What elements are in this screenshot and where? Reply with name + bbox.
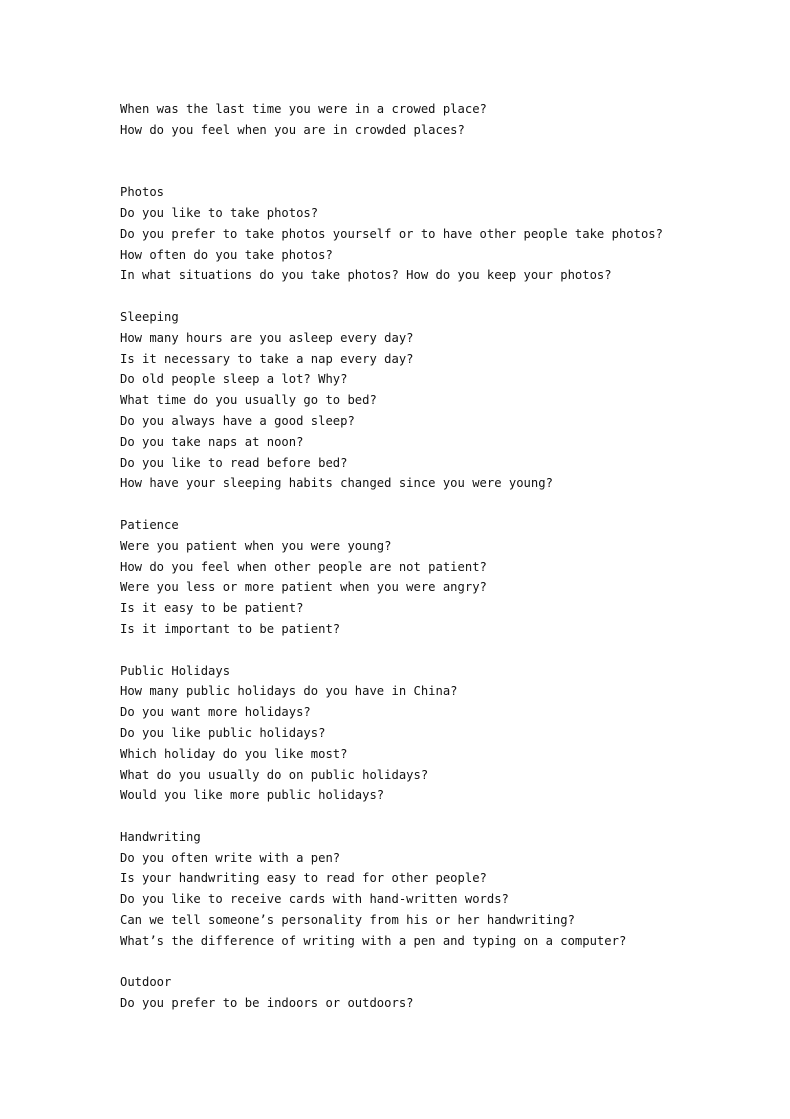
question-line: How have your sleeping habits changed since you were young?: [120, 476, 553, 491]
intro-line: How do you feel when you are in crowded places?: [120, 122, 465, 137]
question-line: What time do you usually go to bed?: [120, 393, 377, 408]
section-outdoor: [120, 972, 760, 1014]
section-title: Handwriting: [120, 829, 201, 844]
intro-line: When was the last time you were in a crowed place?: [120, 102, 487, 116]
question-line: Do you prefer to take photos yourself or to have other people take photos?: [120, 226, 663, 241]
question-line: How do you feel when other people are not patient?: [120, 559, 487, 574]
question-line: How many hours are you asleep every day?: [120, 330, 414, 345]
spacer: [120, 952, 760, 973]
question-line: What’s the difference of writing with a pen and typing on a computer?: [120, 933, 627, 948]
question-line: Do you always have a good sleep?: [120, 413, 355, 428]
question-line: How many public holidays do you have in China?: [120, 684, 458, 699]
spacer: [120, 640, 760, 661]
question-line: Do you like to read before bed?: [120, 455, 348, 470]
section-title: Outdoor: [120, 975, 172, 990]
intro-block: [120, 99, 760, 141]
question-line: Do you like public holidays?: [120, 725, 326, 740]
question-line: Is it important to be patient?: [120, 621, 341, 636]
section-sleeping: [120, 307, 760, 494]
question-line: Were you patient when you were young?: [120, 538, 392, 553]
section-photos: [120, 182, 760, 286]
spacer: [120, 494, 760, 515]
question-line: Is your handwriting easy to read for other people?: [120, 871, 487, 886]
question-line: Were you less or more patient when you were angry?: [120, 580, 487, 595]
question-line: Do you take naps at noon?: [120, 434, 304, 449]
question-line: Do you like to receive cards with hand-written words?: [120, 892, 509, 907]
question-line: What do you usually do on public holidays?: [120, 767, 429, 782]
section-public-holidays: [120, 661, 760, 807]
question-line: Do old people sleep a lot? Why?: [120, 372, 348, 387]
spacer: [120, 141, 760, 183]
question-line: Can we tell someone’s personality from his or her handwriting?: [120, 913, 575, 928]
section-title: Sleeping: [120, 309, 179, 324]
question-line: Is it easy to be patient?: [120, 601, 304, 616]
question-line: Do you like to take photos?: [120, 205, 319, 220]
section-patience: [120, 515, 760, 640]
section-title: Patience: [120, 517, 179, 532]
spacer: [120, 806, 760, 827]
document-page: [120, 99, 760, 1014]
question-line: Would you like more public holidays?: [120, 788, 385, 803]
section-title: Public Holidays: [120, 663, 231, 678]
question-line: Do you often write with a pen?: [120, 850, 341, 865]
section-handwriting: [120, 827, 760, 952]
question-line: Do you want more holidays?: [120, 705, 311, 720]
question-line: Do you prefer to be indoors or outdoors?: [120, 996, 414, 1011]
section-title: Photos: [120, 185, 165, 200]
question-line: In what situations do you take photos? How do you keep your photos?: [120, 268, 612, 283]
question-line: How often do you take photos?: [120, 247, 333, 262]
question-line: Is it necessary to take a nap every day?: [120, 351, 414, 366]
spacer: [120, 286, 760, 307]
question-line: Which holiday do you like most?: [120, 746, 348, 761]
